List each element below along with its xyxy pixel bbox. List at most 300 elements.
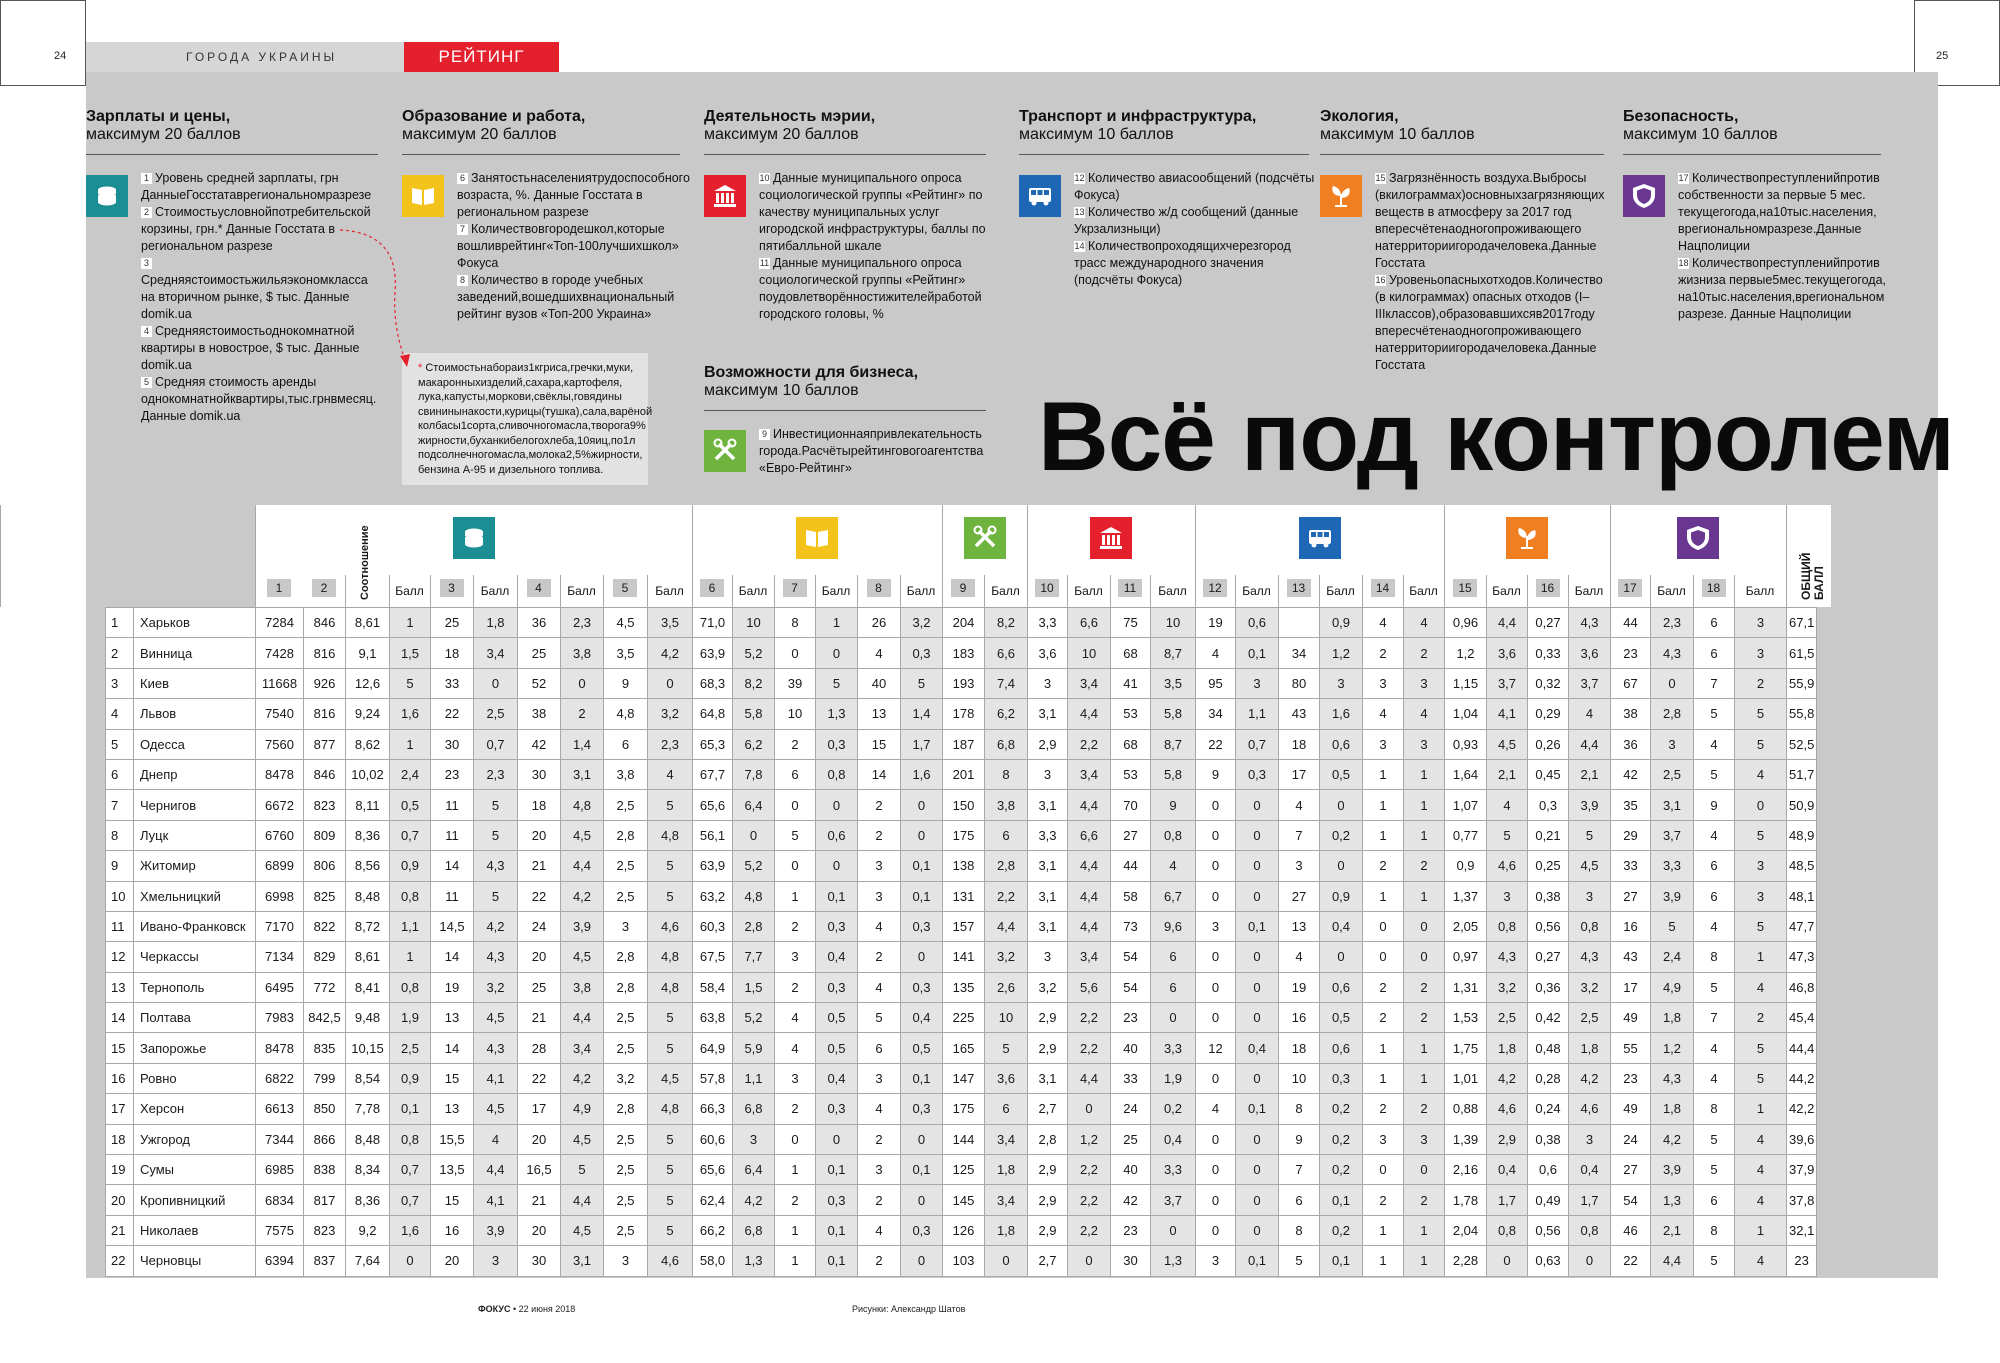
value-cell: 4,5 bbox=[1569, 851, 1611, 881]
value-cell: 22 bbox=[1196, 729, 1236, 759]
criterion-text: Средняястоимостьоднокомнатной квартиры в новострое, $ тыс. Данные domik.ua bbox=[141, 324, 360, 372]
city-cell: Львов bbox=[134, 699, 256, 729]
value-cell: 1 bbox=[1363, 1033, 1404, 1063]
value-cell: 0,1 bbox=[1320, 1185, 1363, 1215]
ball-header: Балл bbox=[821, 584, 851, 598]
criterion-number: 10 bbox=[759, 173, 770, 183]
column-number: 7 bbox=[783, 579, 807, 597]
value-cell: 9 bbox=[1151, 790, 1196, 820]
value-cell: 1 bbox=[1404, 1215, 1445, 1245]
value-cell: 0 bbox=[474, 668, 518, 698]
city-cell: Киев bbox=[134, 668, 256, 698]
value-cell: 3 bbox=[474, 1246, 518, 1276]
criteria-list bbox=[1375, 170, 1610, 374]
value-cell: 0 bbox=[1236, 790, 1279, 820]
value-cell: 1,78 bbox=[1445, 1185, 1487, 1215]
rank-cell: 4 bbox=[106, 699, 134, 729]
value-cell: 3,1 bbox=[1028, 881, 1068, 911]
value-cell: 4,3 bbox=[1651, 638, 1694, 668]
value-cell: 2 bbox=[1363, 1094, 1404, 1124]
value-cell bbox=[1279, 608, 1320, 638]
value-cell: 1,8 bbox=[1487, 1033, 1528, 1063]
value-cell: 0,8 bbox=[390, 1124, 431, 1154]
value-cell: 2,7 bbox=[1028, 1094, 1068, 1124]
value-cell: 2 bbox=[775, 1094, 816, 1124]
value-cell: 877 bbox=[304, 729, 346, 759]
value-cell: 4 bbox=[1694, 1063, 1735, 1093]
value-cell: 3 bbox=[1196, 911, 1236, 941]
value-cell: 4,8 bbox=[648, 820, 693, 850]
value-cell: 2 bbox=[858, 1124, 901, 1154]
value-cell: 63,9 bbox=[693, 638, 733, 668]
criterion-item bbox=[1074, 170, 1324, 204]
value-cell: 8 bbox=[1694, 1094, 1735, 1124]
total-cell: 44,4 bbox=[1787, 1033, 1817, 1063]
value-cell: 4 bbox=[1735, 1185, 1787, 1215]
criterion-text: Инвестиционнаяпривлекательность города.Расчётырейтинговогоагентства «Евро-Рейтинг» bbox=[759, 427, 984, 475]
total-cell: 37,8 bbox=[1787, 1185, 1817, 1215]
value-cell: 825 bbox=[304, 881, 346, 911]
rank-cell: 7 bbox=[106, 790, 134, 820]
value-cell: 0 bbox=[1236, 1185, 1279, 1215]
category-subtitle: максимум 10 баллов bbox=[704, 382, 859, 399]
value-cell: 6,6 bbox=[1068, 608, 1111, 638]
value-cell: 4,4 bbox=[561, 1003, 604, 1033]
value-cell: 1,8 bbox=[1651, 1094, 1694, 1124]
value-cell: 4,2 bbox=[1487, 1063, 1528, 1093]
rank-cell: 9 bbox=[106, 851, 134, 881]
value-cell: 6,7 bbox=[1151, 881, 1196, 911]
total-cell: 32,1 bbox=[1787, 1215, 1817, 1245]
value-cell: 19 bbox=[1196, 608, 1236, 638]
value-cell: 0,5 bbox=[901, 1033, 943, 1063]
value-cell: 1,4 bbox=[901, 699, 943, 729]
value-cell: 1,1 bbox=[390, 911, 431, 941]
criterion-item bbox=[141, 374, 377, 425]
value-cell: 7 bbox=[1279, 820, 1320, 850]
value-cell: 2 bbox=[561, 699, 604, 729]
criterion-number: 15 bbox=[1375, 173, 1386, 183]
value-cell: 2,7 bbox=[1028, 1246, 1068, 1276]
value-cell: 3 bbox=[775, 942, 816, 972]
ball-header: Балл bbox=[567, 584, 596, 598]
criterion-text: Средняястоимостьжильяэкономкласса на вторичном рынке, $ тыс. Данные domik.ua bbox=[141, 273, 368, 321]
category-rule bbox=[1019, 154, 1309, 155]
value-cell: 842,5 bbox=[304, 1003, 346, 1033]
value-cell: 0,4 bbox=[901, 1003, 943, 1033]
value-cell: 3,2 bbox=[474, 972, 518, 1002]
value-cell: 5 bbox=[1694, 1155, 1735, 1185]
value-cell: 2 bbox=[1404, 1003, 1445, 1033]
criterion-number: 11 bbox=[759, 258, 770, 268]
value-cell: 2,5 bbox=[604, 1185, 648, 1215]
value-cell: 2,9 bbox=[1028, 1155, 1068, 1185]
value-cell: 2,3 bbox=[648, 729, 693, 759]
value-cell: 0,21 bbox=[1528, 820, 1569, 850]
value-cell: 1,5 bbox=[733, 972, 775, 1002]
value-cell: 0 bbox=[1151, 1215, 1196, 1245]
value-cell: 3,4 bbox=[1068, 759, 1111, 789]
value-cell: 2,5 bbox=[1569, 1003, 1611, 1033]
value-cell: 0,9 bbox=[1445, 851, 1487, 881]
value-cell: 3 bbox=[1404, 1124, 1445, 1154]
value-cell: 7,8 bbox=[733, 759, 775, 789]
rank-cell: 22 bbox=[106, 1246, 134, 1276]
value-cell: 3 bbox=[858, 881, 901, 911]
value-cell: 3 bbox=[1028, 668, 1068, 698]
value-cell: 63,8 bbox=[693, 1003, 733, 1033]
value-cell: 4,1 bbox=[474, 1185, 518, 1215]
value-cell: 2 bbox=[1404, 972, 1445, 1002]
value-cell: 4 bbox=[1487, 790, 1528, 820]
value-cell: 21 bbox=[518, 1003, 561, 1033]
value-cell: 4,8 bbox=[733, 881, 775, 911]
value-cell: 0,1 bbox=[901, 851, 943, 881]
value-cell: 6 bbox=[1694, 608, 1735, 638]
value-cell: 2,5 bbox=[390, 1033, 431, 1063]
rank-cell: 12 bbox=[106, 942, 134, 972]
category-2 bbox=[402, 108, 680, 155]
value-cell: 0 bbox=[1651, 668, 1694, 698]
value-cell: 1,15 bbox=[1445, 668, 1487, 698]
value-cell: 4,5 bbox=[561, 820, 604, 850]
value-cell: 2,6 bbox=[985, 972, 1028, 1002]
rubric-label: РЕЙТИНГ bbox=[404, 42, 559, 72]
value-cell: 2,1 bbox=[1487, 759, 1528, 789]
value-cell: 3,3 bbox=[1651, 851, 1694, 881]
footnote-text: Стоимостьнабораиз1кгриса,гречки,муки, макаронныхизделий,сахара,картофеля, лука,капусты,моркови,свёклы,говядины свининынакости,курицы(тушка),сала,варёной колбасы1сорта,сливочногомасла,творога9% жирности,буханкибелогохлеба,10яиц,по1л подсолнечногомасла,молока2,5%жирности, бензина А-95 и дизельного топлива. bbox=[418, 362, 653, 476]
value-cell: 0,1 bbox=[901, 1063, 943, 1093]
value-cell: 2 bbox=[775, 1185, 816, 1215]
value-cell: 2 bbox=[1735, 668, 1787, 698]
value-cell: 13 bbox=[431, 1003, 474, 1033]
value-cell: 5 bbox=[561, 1155, 604, 1185]
rank-cell: 10 bbox=[106, 881, 134, 911]
total-cell: 46,8 bbox=[1787, 972, 1817, 1002]
value-cell: 4,9 bbox=[561, 1094, 604, 1124]
value-cell: 0 bbox=[1151, 1003, 1196, 1033]
value-cell: 0,33 bbox=[1528, 638, 1569, 668]
value-cell: 21 bbox=[518, 1185, 561, 1215]
value-cell: 3,2 bbox=[901, 608, 943, 638]
value-cell: 147 bbox=[943, 1063, 985, 1093]
value-cell: 0,6 bbox=[1320, 729, 1363, 759]
city-cell: Ровно bbox=[134, 1063, 256, 1093]
value-cell: 3,4 bbox=[1068, 668, 1111, 698]
value-cell: 3,5 bbox=[604, 638, 648, 668]
category-title: Экология, bbox=[1320, 108, 1399, 125]
value-cell: 6,6 bbox=[1068, 820, 1111, 850]
criterion-item bbox=[1375, 272, 1610, 374]
value-cell: 2,5 bbox=[604, 1215, 648, 1245]
value-cell: 838 bbox=[304, 1155, 346, 1185]
value-cell: 2,4 bbox=[390, 759, 431, 789]
value-cell: 3,1 bbox=[561, 1246, 604, 1276]
value-cell: 2,8 bbox=[1028, 1124, 1068, 1154]
value-cell: 4,8 bbox=[648, 942, 693, 972]
value-cell: 44 bbox=[1111, 851, 1151, 881]
value-cell: 14 bbox=[858, 759, 901, 789]
value-cell: 66,2 bbox=[693, 1215, 733, 1245]
value-cell: 3,9 bbox=[474, 1215, 518, 1245]
rank-cell: 14 bbox=[106, 1003, 134, 1033]
city-cell: Харьков bbox=[134, 608, 256, 638]
header-shield-icon bbox=[1677, 517, 1719, 559]
criterion-item bbox=[759, 170, 994, 255]
value-cell: 0 bbox=[816, 851, 858, 881]
value-cell: 3,4 bbox=[985, 1185, 1028, 1215]
value-cell: 0,93 bbox=[1445, 729, 1487, 759]
value-cell: 13,5 bbox=[431, 1155, 474, 1185]
city-cell: Черкассы bbox=[134, 942, 256, 972]
value-cell: 0,8 bbox=[1569, 1215, 1611, 1245]
value-cell: 15 bbox=[431, 1185, 474, 1215]
value-cell: 14 bbox=[431, 1033, 474, 1063]
value-cell: 2 bbox=[1404, 851, 1445, 881]
value-cell: 35 bbox=[1611, 790, 1651, 820]
value-cell: 3,1 bbox=[1028, 1063, 1068, 1093]
value-cell: 4 bbox=[1151, 851, 1196, 881]
category-3 bbox=[704, 108, 986, 155]
value-cell: 4 bbox=[1694, 1033, 1735, 1063]
value-cell: 3,3 bbox=[1151, 1155, 1196, 1185]
value-cell: 14 bbox=[431, 851, 474, 881]
value-cell: 4,2 bbox=[561, 881, 604, 911]
value-cell: 3 bbox=[1363, 1124, 1404, 1154]
ball-header: Балл bbox=[906, 584, 936, 598]
value-cell: 5,8 bbox=[733, 699, 775, 729]
table-row bbox=[106, 911, 1817, 941]
value-cell: 11 bbox=[431, 881, 474, 911]
value-cell: 846 bbox=[304, 759, 346, 789]
criterion-text: Загрязнённость воздуха.Выбросы (вкилограммах)основныхзагрязняющих веществ в атмосферу за 2017 год впересчётенаодногопроживающего натерриториигородачеловека.Данные Госстата bbox=[1375, 171, 1605, 270]
value-cell: 10 bbox=[1151, 608, 1196, 638]
total-cell: 45,4 bbox=[1787, 1003, 1817, 1033]
value-cell: 138 bbox=[943, 851, 985, 881]
value-cell: 3 bbox=[858, 1063, 901, 1093]
value-cell: 22 bbox=[431, 699, 474, 729]
value-cell: 36 bbox=[518, 608, 561, 638]
value-cell: 4,4 bbox=[1068, 851, 1111, 881]
value-cell: 49 bbox=[1611, 1094, 1651, 1124]
value-cell: 0 bbox=[775, 638, 816, 668]
value-cell: 36 bbox=[1611, 729, 1651, 759]
value-cell: 4 bbox=[1404, 699, 1445, 729]
value-cell: 1,8 bbox=[1569, 1033, 1611, 1063]
ratio-header: Соотношение bbox=[359, 525, 371, 600]
value-cell: 3 bbox=[1404, 668, 1445, 698]
value-cell: 30 bbox=[431, 729, 474, 759]
city-cell: Черновцы bbox=[134, 1246, 256, 1276]
value-cell: 3 bbox=[1363, 729, 1404, 759]
value-cell: 66,3 bbox=[693, 1094, 733, 1124]
total-cell: 50,9 bbox=[1787, 790, 1817, 820]
value-cell: 1 bbox=[1404, 820, 1445, 850]
value-cell: 2,4 bbox=[1651, 942, 1694, 972]
value-cell: 4 bbox=[775, 1033, 816, 1063]
value-cell: 0 bbox=[1236, 1003, 1279, 1033]
value-cell: 10 bbox=[985, 1003, 1028, 1033]
value-cell: 6998 bbox=[256, 881, 304, 911]
value-cell: 4 bbox=[1735, 1124, 1787, 1154]
value-cell: 56,1 bbox=[693, 820, 733, 850]
rank-cell: 6 bbox=[106, 759, 134, 789]
value-cell: 4 bbox=[1196, 1094, 1236, 1124]
value-cell: 27 bbox=[1111, 820, 1151, 850]
value-cell: 7 bbox=[1694, 1003, 1735, 1033]
value-cell: 4 bbox=[1363, 608, 1404, 638]
value-cell: 0,6 bbox=[1236, 608, 1279, 638]
total-cell: 47,7 bbox=[1787, 911, 1817, 941]
value-cell: 131 bbox=[943, 881, 985, 911]
value-cell: 57,8 bbox=[693, 1063, 733, 1093]
value-cell: 1,2 bbox=[1068, 1124, 1111, 1154]
value-cell: 3 bbox=[1735, 638, 1787, 668]
table-row bbox=[106, 1246, 1817, 1276]
value-cell: 0,3 bbox=[1528, 790, 1569, 820]
value-cell: 0 bbox=[901, 1185, 943, 1215]
value-cell: 4,2 bbox=[474, 911, 518, 941]
value-cell: 1 bbox=[1735, 1094, 1787, 1124]
value-cell: 1 bbox=[1404, 1246, 1445, 1276]
ball-header: Балл bbox=[395, 584, 424, 598]
value-cell: 8,36 bbox=[346, 1185, 390, 1215]
value-cell: 2,16 bbox=[1445, 1155, 1487, 1185]
header-border bbox=[0, 505, 1, 607]
category-title: Образование и работа, bbox=[402, 108, 586, 125]
ball-header: Балл bbox=[480, 584, 510, 598]
value-cell: 1,8 bbox=[985, 1155, 1028, 1185]
value-cell: 54 bbox=[1611, 1185, 1651, 1215]
value-cell: 2,5 bbox=[1487, 1003, 1528, 1033]
value-cell: 1 bbox=[1404, 1033, 1445, 1063]
value-cell: 27 bbox=[1611, 1155, 1651, 1185]
value-cell: 4 bbox=[1404, 608, 1445, 638]
value-cell: 0 bbox=[1320, 942, 1363, 972]
value-cell: 6 bbox=[1694, 1185, 1735, 1215]
value-cell: 5 bbox=[648, 1185, 693, 1215]
value-cell: 1 bbox=[1363, 1063, 1404, 1093]
value-cell: 829 bbox=[304, 942, 346, 972]
value-cell: 8 bbox=[1279, 1215, 1320, 1245]
value-cell: 3,6 bbox=[1028, 638, 1068, 668]
value-cell: 3 bbox=[1487, 881, 1528, 911]
value-cell: 6 bbox=[1279, 1185, 1320, 1215]
value-cell: 67,7 bbox=[693, 759, 733, 789]
value-cell: 6899 bbox=[256, 851, 304, 881]
value-cell: 7540 bbox=[256, 699, 304, 729]
value-cell: 1 bbox=[1363, 1246, 1404, 1276]
value-cell: 6,8 bbox=[733, 1094, 775, 1124]
value-cell: 6 bbox=[985, 1094, 1028, 1124]
total-header: ОБЩИЙ БАЛЛ bbox=[1799, 552, 1826, 600]
value-cell: 0,9 bbox=[390, 851, 431, 881]
criterion-text: Уровень средней зарплаты, грн ДанныеГосстатаврегиональномразрезе bbox=[141, 171, 372, 202]
value-cell: 95 bbox=[1196, 668, 1236, 698]
value-cell: 0 bbox=[648, 668, 693, 698]
footer-magazine-name: ФОКУС bbox=[478, 1304, 511, 1314]
value-cell: 4,6 bbox=[1487, 1094, 1528, 1124]
value-cell: 0,6 bbox=[1320, 1033, 1363, 1063]
page-number-left: 24 bbox=[54, 50, 67, 62]
value-cell: 10 bbox=[775, 699, 816, 729]
city-cell: Херсон bbox=[134, 1094, 256, 1124]
value-cell: 0,5 bbox=[816, 1033, 858, 1063]
value-cell: 799 bbox=[304, 1063, 346, 1093]
value-cell: 80 bbox=[1279, 668, 1320, 698]
value-cell: 8 bbox=[1694, 942, 1735, 972]
value-cell: 178 bbox=[943, 699, 985, 729]
value-cell: 0,97 bbox=[1445, 942, 1487, 972]
value-cell: 4,4 bbox=[474, 1155, 518, 1185]
table-row bbox=[106, 699, 1817, 729]
criterion-number: 7 bbox=[457, 224, 468, 235]
value-cell: 3,5 bbox=[648, 608, 693, 638]
value-cell: 8 bbox=[1694, 1215, 1735, 1245]
header-cell-border bbox=[430, 575, 431, 607]
value-cell: 1,75 bbox=[1445, 1033, 1487, 1063]
value-cell: 0,6 bbox=[1528, 1155, 1569, 1185]
value-cell: 0,8 bbox=[1487, 1215, 1528, 1245]
value-cell: 1 bbox=[1363, 790, 1404, 820]
value-cell: 8,2 bbox=[985, 608, 1028, 638]
category-subtitle: максимум 10 баллов bbox=[1019, 126, 1174, 143]
value-cell: 6 bbox=[775, 759, 816, 789]
value-cell: 5,2 bbox=[733, 851, 775, 881]
city-cell: Ужгород bbox=[134, 1124, 256, 1154]
value-cell: 1 bbox=[1404, 881, 1445, 911]
value-cell: 8 bbox=[775, 608, 816, 638]
ball-header: Балл bbox=[655, 584, 684, 598]
value-cell: 0,5 bbox=[816, 1003, 858, 1033]
value-cell: 4,4 bbox=[1651, 1246, 1694, 1276]
value-cell: 0 bbox=[1068, 1094, 1111, 1124]
value-cell: 0 bbox=[1320, 790, 1363, 820]
value-cell: 30 bbox=[518, 1246, 561, 1276]
value-cell: 4,4 bbox=[1487, 608, 1528, 638]
value-cell: 17 bbox=[1611, 972, 1651, 1002]
value-cell: 4 bbox=[1279, 942, 1320, 972]
value-cell: 4,2 bbox=[648, 638, 693, 668]
value-cell: 2,2 bbox=[1068, 1215, 1111, 1245]
value-cell: 1,53 bbox=[1445, 1003, 1487, 1033]
value-cell: 0 bbox=[1196, 820, 1236, 850]
value-cell: 183 bbox=[943, 638, 985, 668]
header-tools-icon bbox=[964, 517, 1006, 559]
value-cell: 846 bbox=[304, 608, 346, 638]
value-cell: 8,48 bbox=[346, 1124, 390, 1154]
value-cell: 3 bbox=[858, 1155, 901, 1185]
value-cell: 125 bbox=[943, 1155, 985, 1185]
value-cell: 2,8 bbox=[604, 1094, 648, 1124]
column-number: 16 bbox=[1536, 579, 1560, 597]
value-cell: 28 bbox=[518, 1033, 561, 1063]
value-cell: 4 bbox=[1694, 911, 1735, 941]
rank-cell: 15 bbox=[106, 1033, 134, 1063]
value-cell: 6613 bbox=[256, 1094, 304, 1124]
header-border bbox=[942, 505, 943, 607]
value-cell: 5 bbox=[474, 790, 518, 820]
footnote-arrow bbox=[340, 222, 410, 372]
value-cell: 0 bbox=[1236, 972, 1279, 1002]
value-cell: 0 bbox=[1404, 942, 1445, 972]
value-cell: 73 bbox=[1111, 911, 1151, 941]
headline: Всё под контролем bbox=[1038, 381, 1954, 491]
value-cell: 1,2 bbox=[1651, 1033, 1694, 1063]
value-cell: 4,6 bbox=[1569, 1094, 1611, 1124]
value-cell: 837 bbox=[304, 1246, 346, 1276]
value-cell: 6672 bbox=[256, 790, 304, 820]
